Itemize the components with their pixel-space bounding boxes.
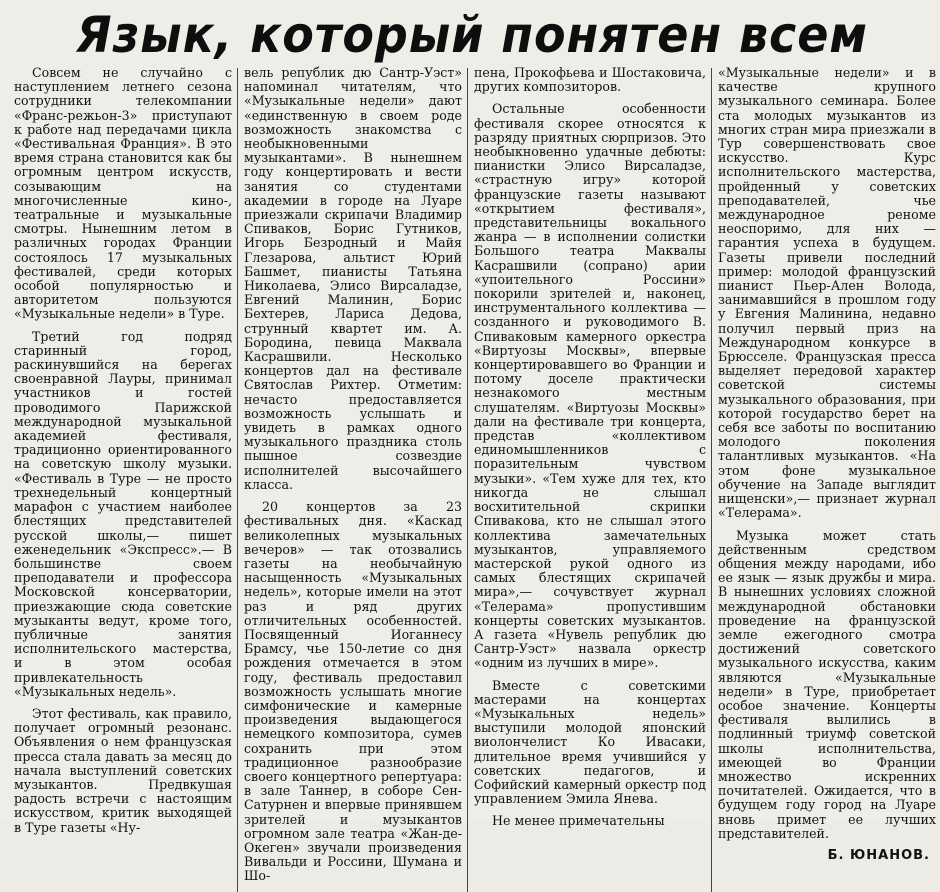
article-body <box>14 65 936 884</box>
column-1 <box>14 66 232 892</box>
author-signature: Б. ЮНАНОВ. <box>827 847 930 863</box>
paragraph: Совсем не случайно с наступлением летнего сезона сотрудники телекомпании «Франс-режьон-3» приступают к работе над передачами цикла «Фестивальная Франция». В это время страна становится как бы огромным центром искусств, созывающим на многочисленные кино-, театральные и музыкальные смотры. Нынешним летом в различных городах Франции состоялось 17 музыкальных фестивалей, среди которых особой популярностью и авторитетом пользуются «Музыкальные недели» в Туре. <box>14 65 232 322</box>
paragraph: «Музыкальные недели» и в качестве крупного музыкального семинара. Более ста молодых музыкантов из многих стран мира приезжали в Тур совершенствовать свое искусство. Курс исполнительского мастерства, пройденный у советских преподавателей, чье международное реноме неоспоримо, для них — гарантия успеха в будущем. Газеты привели последний пример: молодой французский пианист Пьер-Ален Волода, занимавшийся в прошлом году у Евгения Малинина, недавно получил первый приз на Международном конкурсе в Брюсселе. Французская пресса выделяет передовой характер советской системы музыкального образования, при которой государство берет на себя все заботы по воспитанию молодого поколения талантливых музыкантов. «На этом фоне музыкальное обучение на Западе выглядит нищенски»,— признает журнал «Телерама». <box>718 65 936 521</box>
paragraph: Остальные особенности фестиваля скорее относятся к разряду приятных сюрпризов. Это необыкновенно удачные дебюты: пианистки Элисо Вирсаладзе, «страстную игру» которой французские газеты называют «открытием фестиваля», представительницы вокального жанра — в исполнении солистки Большого театра Маквалы Касрашвили (сопрано) арии «упоительного Россини» покорили зрителей и, наконец, инструментального коллектива — созданного и руководимого В. Спиваковым камерного оркестра «Виртуозы Москвы», впервые концертировавшего во Франции и потому доселе практически незнакомого местным слушателям. «Виртуозы Москвы» дали на фестивале три концерта, представ «коллективом единомышленников с поразительным чувством музыки». «Тем хуже для тех, кто никогда не слышал восхитительной скрипки Спивакова, кто не слышал этого коллектива замечательных музыкантов, управляемого мастерской рукой одного из самых блестящих скрипачей мира»,— сочувствует журнал «Телерама» пропустившим концерты советских музыкантов. А газета «Нувель републик дю Сантр-Уэст» назвала оркестр «одним из лучших в мире». <box>474 101 706 671</box>
paragraph: вель републик дю Сантр-Уэст» напоминал читателям, что «Музыкальные недели» дают «единственную в своем роде возможность знакомства с необыкновенными музыкантами». В нынешнем году концертировать и вести занятия со студентами академии в городе на Луаре приезжали скрипачи Владимир Спиваков, Борис Гутников, Игорь Безродный и Майя Глезарова, альтист Юрий Башмет, пианисты Татьяна Николаева, Элисо Вирсаладзе, Евгений Малинин, Борис Бехтерев, Лариса Дедова, струнный квартет им. А. Бородина, певица Маквала Касрашвили. Несколько концертов дал на фестивале Святослав Рихтер. Отметим: нечасто предоставляется возможность услышать и увидеть в рамках одного музыкального праздника столь пышное созвездие исполнителей высочайшего класса. <box>244 65 462 492</box>
paragraph: Вместе с советскими мастерами на концертах «Музыкальных недель» выступили молодой японский виолончелист Ко Ивасаки, длительное время учившийся у советских педагогов, и Софийский камерный оркестр под управлением Эмила Янева. <box>474 677 706 807</box>
article-headline: Язык, который понятен всем <box>76 6 868 64</box>
paragraph: Этот фестиваль, как правило, получает огромный резонанс. Объявления о нем французская пресса стала давать за месяц до начала выступлений советских музыкантов. Предвкушая радость встречи с настоящим искусством, критик выходящей в Туре газеты «Ну- <box>14 705 232 835</box>
paragraph: пена, Прокофьева и Шостаковича, других композиторов. <box>474 65 706 95</box>
paragraph: Музыка может стать действенным средством общения между народами, ибо ее язык — язык дружбы и мира. В нынешних условиях сложной международной обстановки проведение на французской земле ежегодного смотра достижений советского музыкального искусства, каким являются «Музыкальные недели» в Туре, приобретает особое значение. Концерты фестиваля вылились в подлинный триумф советской школы исполнительства, имеющей во Франции множество искренних почитателей. Ожидается, что в будущем году город на Луаре вновь примет ее лучших представителей. <box>718 527 936 841</box>
paragraph: Третий год подряд старинный город, раскинувшийся на берегах своенравной Лауры, принимал участников и гостей проводимого Парижской международной музыкальной академией фестиваля, традиционно ориентированного на советскую школу музыки. «Фестиваль в Туре — не просто трехнедельный концертный марафон с участием наиболее блестящих представителей русской школы,— пишет еженедельник «Экспресс».— В большинстве своем преподаватели и профессора Московской консерватории, приезжающие сюда советские музыканты ведут, кроме того, публичные занятия исполнительского мастерства, и в этом особая привлекательность «Музыкальных недель». <box>14 328 232 699</box>
paragraph: Не менее примечательны <box>492 813 665 829</box>
column-2 <box>244 66 462 892</box>
paragraph: 20 концертов за 23 фестивальных дня. «Каскад великолепных музыкальных вечеров» — так отозвались газеты на необычайную насыщенность «Музыкальных недель», которые имели на этот раз и ряд других отличительных особенностей. Посвященный Иоганнесу Брамсу, чье 150-летие со дня рождения отмечается в этом году, фестиваль предоставил возможность услышать многие симфонические и камерные произведения выдающегося немецкого композитора, сумев сохранить при этом традиционное разнообразие своего концертного репертуара: в зале Таннер, в соборе Сен-Сатурнен и впервые принявшем зрителей и музыкантов огромном зале театра «Жан-де-Океген» звучали произведения Вивальди и Россини, Шумана и Шо- <box>244 499 462 884</box>
column-3 <box>474 66 706 892</box>
column-4 <box>718 66 936 892</box>
